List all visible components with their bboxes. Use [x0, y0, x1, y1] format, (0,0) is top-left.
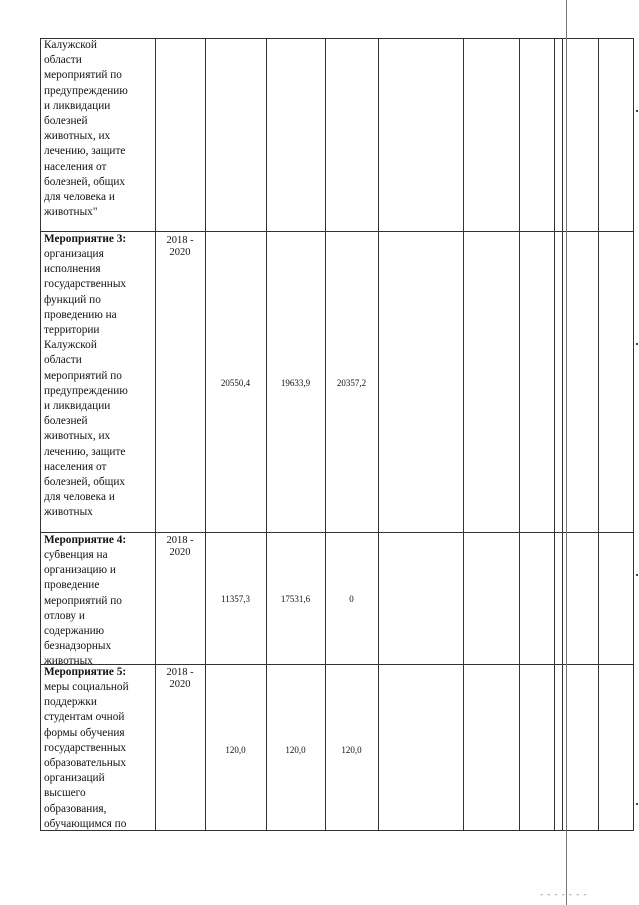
- col-border-2: [205, 38, 206, 831]
- row-3-description: меры социальной поддержки студентам очной формы обучения государственных образовательных организаций высшего образования, обучающимся по: [44, 681, 129, 830]
- row-2-value-2: 17531,6: [280, 594, 311, 604]
- col-border-3: [266, 38, 267, 831]
- row-3-value-2: 120,0: [285, 745, 306, 755]
- row-1-period: 2018 - 2020: [166, 235, 194, 258]
- scan-mark: [636, 110, 638, 112]
- row-1-description: организация исполнения государственных функций по проведению на территории Калужской области мероприятий по предупреждению и ликвидации болезней животных, их лечению, защите населения от болезней, общих для человека и животных: [44, 248, 128, 519]
- row-2-description: субвенция на организацию и проведение мероприятий по отлову и содержанию безнадзорных животных: [44, 549, 122, 668]
- col-border-10: [598, 38, 599, 831]
- row-divider-1: [40, 231, 634, 232]
- row-2-period: 2018 - 2020: [166, 535, 194, 558]
- row-divider-2: [40, 532, 634, 533]
- row-3-value-3: 120,0: [341, 745, 362, 755]
- col-border-8: [554, 38, 555, 831]
- scan-mark: [636, 803, 638, 805]
- col-border-6: [463, 38, 464, 831]
- row-2-value-3: 0: [349, 594, 354, 604]
- row-3-value-1: 120,0: [225, 745, 246, 755]
- col-border-left: [40, 38, 41, 831]
- row-3-title: Мероприятие 5:: [44, 666, 127, 678]
- row-1-title: Мероприятие 3:: [44, 233, 127, 245]
- col-border-7: [519, 38, 520, 831]
- col-border-5: [378, 38, 379, 831]
- row-2-title: Мероприятие 4:: [44, 534, 127, 546]
- row-1-value-1: 20550,4: [220, 378, 251, 388]
- row-0-description: Калужской области мероприятий по предупреждению и ликвидации болезней животных, их лечению, защите населения от болезней, общих для человека и животных": [44, 39, 128, 219]
- row-3-period: 2018 - 2020: [166, 667, 194, 690]
- footer-mark: - - - - - - -: [540, 889, 588, 899]
- col-border-right: [633, 38, 634, 831]
- row-2-value-1: 11357,3: [221, 594, 250, 604]
- scan-mark: [636, 343, 638, 345]
- row-1-value-2: 19633,9: [280, 378, 311, 388]
- crop-line: [566, 0, 567, 905]
- col-border-4: [325, 38, 326, 831]
- scan-mark: [636, 574, 638, 576]
- col-border-9: [562, 38, 563, 831]
- row-1-value-3: 20357,2: [336, 378, 367, 388]
